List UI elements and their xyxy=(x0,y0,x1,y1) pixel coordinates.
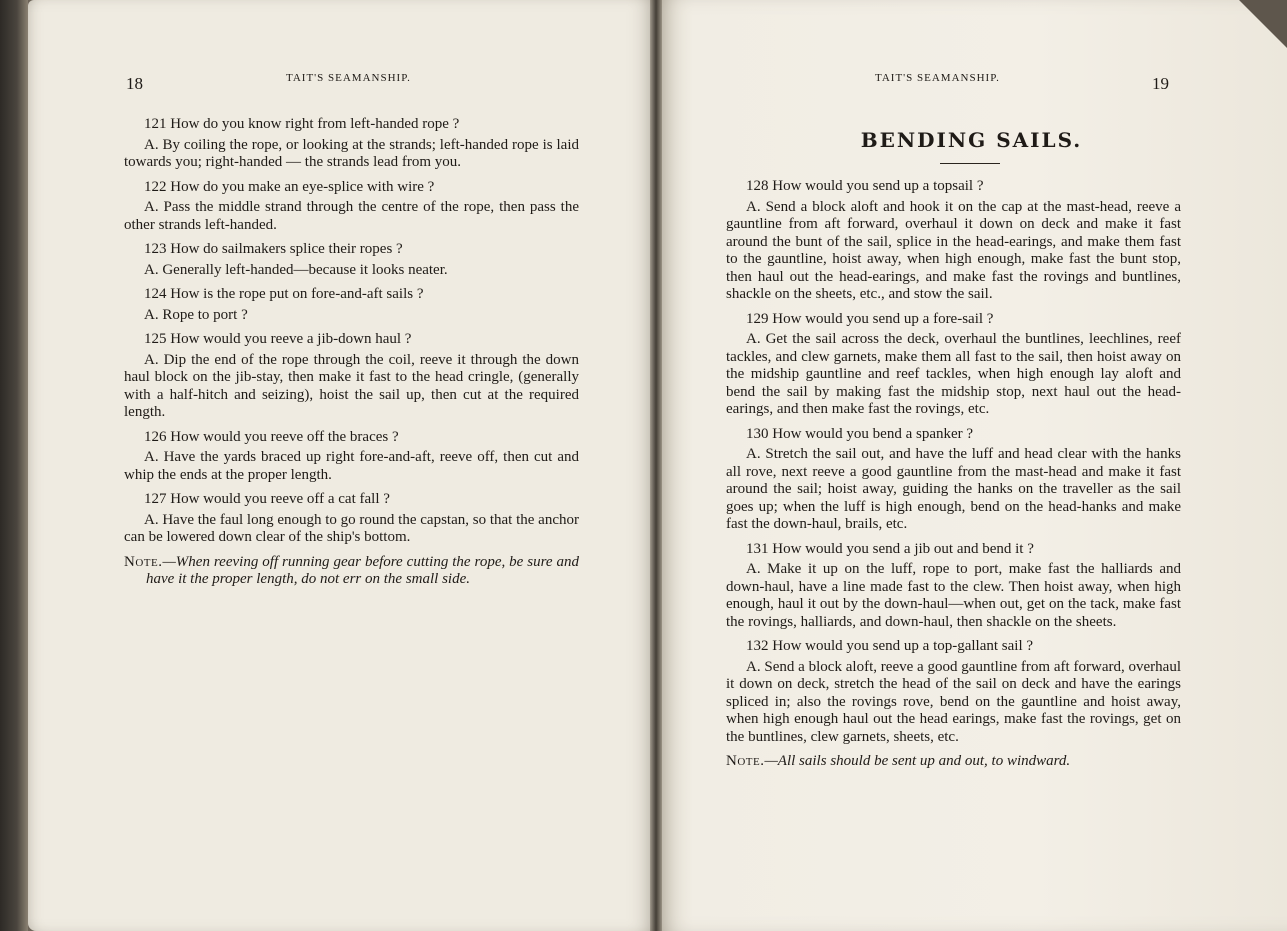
answer: A. Pass the middle strand through the centre of the rope, then pass the other strands left-handed. xyxy=(124,199,579,233)
running-head: TAIT'S SEAMANSHIP. xyxy=(875,72,1000,84)
question: 129 How would you send up a fore-sail ? xyxy=(746,310,994,327)
note-label: Note. xyxy=(726,753,765,769)
question: 123 How do sailmakers splice their ropes ? xyxy=(144,241,403,257)
note xyxy=(124,554,579,589)
answer: A. Rope to port ? xyxy=(144,306,248,323)
answer: A. By coiling the rope, or looking at the strands; left-handed rope is laid towards you; right-handed — the strands lead from you. xyxy=(124,136,579,170)
question: 127 How would you reeve off a cat fall ? xyxy=(144,491,390,507)
question: 128 How would you send up a topsail ? xyxy=(746,178,984,194)
right-page-body xyxy=(726,178,1181,786)
answer: A. Have the faul long enough to go round the capstan, so that the anchor can be lowered down clear of the ship's bottom. xyxy=(124,511,579,545)
dog-ear-corner xyxy=(1239,0,1287,48)
question: 121 How do you know right from left-handed rope ? xyxy=(144,116,460,132)
qa-item xyxy=(124,241,579,279)
book-cover-edge xyxy=(0,0,28,931)
question: 130 How would you bend a spanker ? xyxy=(746,425,974,442)
qa-item xyxy=(124,491,579,547)
note-text: —When reeving off running gear before cutting the rope, be sure and have it the proper length, do not err on the small side. xyxy=(146,553,579,587)
running-head: TAIT'S SEAMANSHIP. xyxy=(286,72,411,84)
qa-item xyxy=(726,178,1181,304)
page-number: 18 xyxy=(126,74,143,93)
left-page-body xyxy=(124,116,579,604)
answer: A. Generally left-handed—because it looks neater. xyxy=(144,261,448,278)
question: 131 How would you send a jib out and bend it ? xyxy=(746,540,1034,557)
qa-item xyxy=(726,638,1181,746)
question: 126 How would you reeve off the braces ? xyxy=(144,428,399,445)
question: 125 How would you reeve a jib-down haul ? xyxy=(144,331,412,347)
qa-item xyxy=(124,331,579,422)
page-number: 19 xyxy=(1152,74,1169,93)
answer: A. Stretch the sail out, and have the luff and head clear with the hanks all rove, next reeve a good gauntline from the mast-head and make it fast around the sail; hoist away, guiding the hanks on the traveller as the sail goes up; when the luff is high enough, bend on the head-hanks and make fast the down-haul, brails, etc. xyxy=(726,446,1181,532)
qa-item xyxy=(124,286,579,324)
answer: A. Get the sail across the deck, overhaul the buntlines, leechlines, reef tackles, and clew garnets, make them all fast to the sail, then hoist away on the midship gauntline and reef tackles, when high enough lay aloft and bend the sail by making fast the midship stop, next haul out the head-earings, and then make fast the rovings, etc. xyxy=(726,331,1181,417)
answer: A. Have the yards braced up right fore-and-aft, reeve off, then cut and whip the ends at the proper length. xyxy=(124,449,579,483)
question: 132 How would you send up a top-gallant sail ? xyxy=(746,638,1034,654)
qa-item xyxy=(726,426,1181,534)
qa-item xyxy=(726,311,1181,419)
note-label: Note. xyxy=(124,553,163,570)
qa-item xyxy=(124,116,579,172)
title-divider xyxy=(940,163,1000,164)
question: 122 How do you make an eye-splice with wire ? xyxy=(144,178,435,195)
question: 124 How is the rope put on fore-and-aft sails ? xyxy=(144,286,424,302)
note xyxy=(726,753,1181,771)
section-title: BENDING SAILS. xyxy=(860,128,1083,152)
answer: A. Send a block aloft, reeve a good gauntline from aft forward, overhaul it down on deck, stretch the head of the sail on deck and have the earings spliced in; also the rovings rove, bend on the gauntline and hoist away, when high enough haul out the head earings, make fast the rovings, get on the buntlines, clew garnets, sheets, etc. xyxy=(726,658,1181,745)
qa-item xyxy=(124,429,579,485)
qa-item xyxy=(726,541,1181,632)
qa-item xyxy=(124,179,579,235)
note-text: —All sails should be sent up and out, to windward. xyxy=(764,753,1071,769)
answer: A. Dip the end of the rope through the coil, reeve it through the down haul block on the jib-stay, then make it fast to the head cringle, (generally with a half-hitch and seizing), hoist the sail up, then cut at the required length. xyxy=(124,351,579,420)
answer: A. Send a block aloft and hook it on the cap at the mast-head, reeve a gauntline from aft forward, overhaul it down on deck and make it fast around the bunt of the sail, splice in the head-earings, and make them fast to the gauntline, hoist away, when high enough, make fast the bunt stop, then haul out the head-earings, and make fast the rovings and buntlines, shackle on the sheets, etc., and stow the sail. xyxy=(726,198,1181,302)
left-page xyxy=(28,0,656,931)
answer: A. Make it up on the luff, rope to port, make fast the halliards and down-haul, have a line made fast to the clew. Then hoist away, when high enough, haul it out by the down-haul—when out, get on the tack, make fast the rovings, halliards, and down-haul, then shackle on the sheets. xyxy=(726,561,1181,630)
book-gutter xyxy=(650,0,662,931)
right-page xyxy=(656,0,1287,931)
